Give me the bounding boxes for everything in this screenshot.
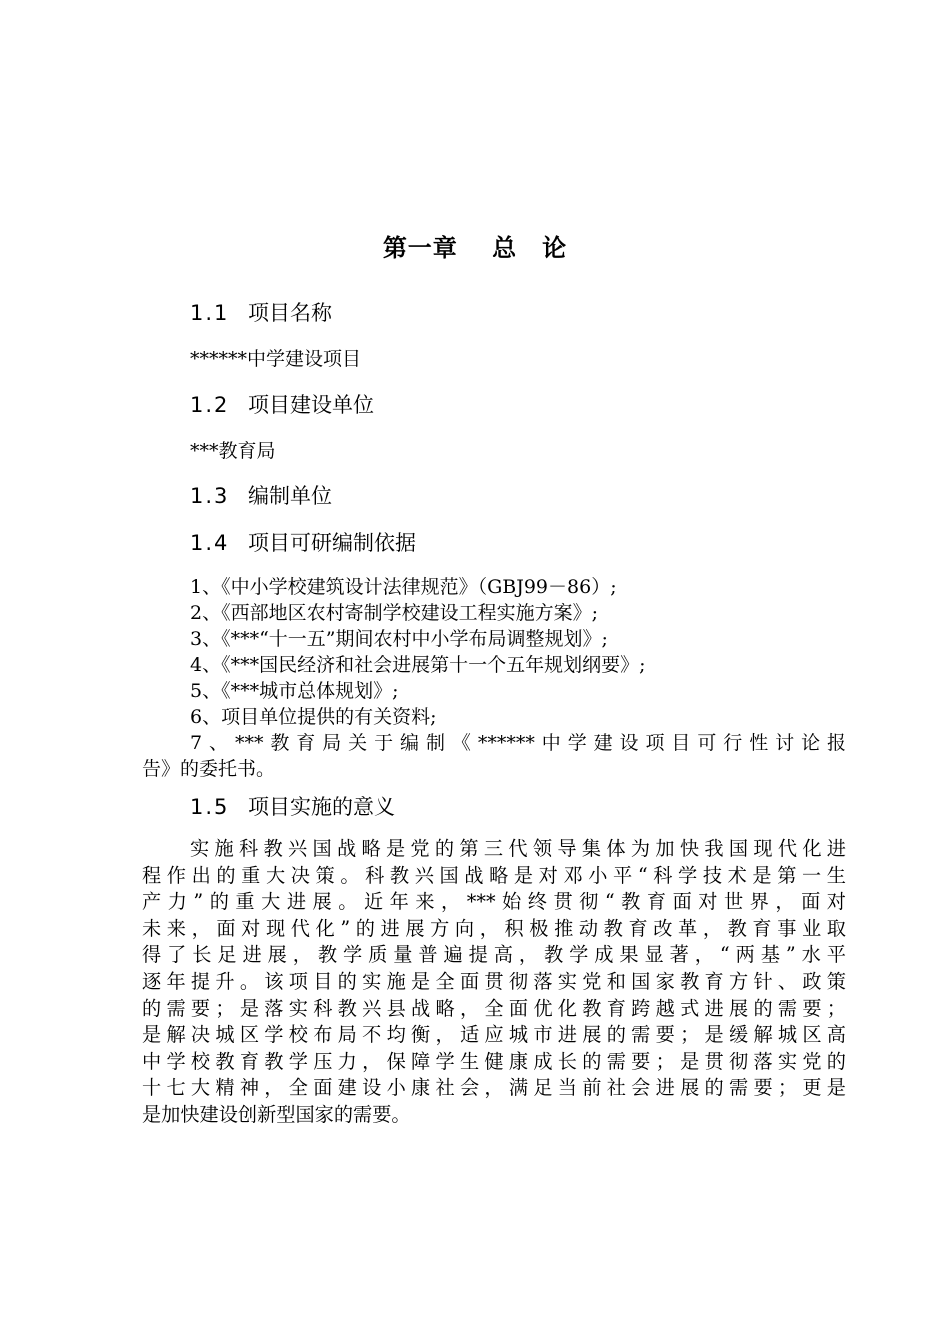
chapter-title: 第一章 总 论 xyxy=(382,234,568,262)
basis-item: 4、《***国民经济和社会进展第十一个五年规划纲要》; xyxy=(190,654,646,676)
section-number: 1.1 xyxy=(190,301,230,325)
section-number: 1.3 xyxy=(190,484,230,508)
basis-item: 2、《西部地区农村寄制学校建设工程实施方案》; xyxy=(190,602,598,624)
section-heading-1-1 xyxy=(190,298,332,328)
section-number: 1.2 xyxy=(190,393,230,417)
basis-item: 1、《中小学校建筑设计法律规范》（GBJ99－86）; xyxy=(190,576,617,598)
paragraph-line: 中学校教育教学压力，保障学生健康成长的需要；是贯彻落实党的 xyxy=(142,1049,846,1073)
section-heading-1-5 xyxy=(190,792,395,822)
section-heading-1-3 xyxy=(190,481,332,511)
basis-item: 7、***教育局关于编制《******中学建设项目可行性讨论报 xyxy=(190,732,846,754)
section-number: 1.4 xyxy=(190,531,230,555)
section-number: 1.5 xyxy=(190,795,230,819)
paragraph-line: 未来，面对现代化”的进展方向，积极推动教育改革，教育事业取 xyxy=(142,916,846,940)
paragraph-line: 程作出的重大决策。科教兴国战略是对邓小平“科学技术是第一生 xyxy=(142,863,846,887)
significance-paragraph xyxy=(142,836,846,1129)
section-heading-1-4 xyxy=(190,528,416,558)
basis-item: 5、《***城市总体规划》; xyxy=(190,680,399,702)
paragraph-line: 是解决城区学校布局不均衡，适应城市进展的需要；是缓解城区高 xyxy=(142,1023,846,1047)
section-title: 项目建设单位 xyxy=(248,393,374,417)
paragraph-line: 逐年提升。该项目的实施是全面贯彻落实党和国家教育方针、政策 xyxy=(142,969,846,993)
construction-unit-text: ***教育局 xyxy=(190,440,276,462)
section-title: 项目名称 xyxy=(248,301,332,325)
paragraph-line: 产力”的重大进展。近年来，***始终贯彻“教育面对世界，面对 xyxy=(142,890,846,914)
paragraph-line: 十七大精神，全面建设小康社会，满足当前社会进展的需要；更是 xyxy=(142,1076,846,1100)
paragraph-line: 的需要；是落实科教兴县战略，全面优化教育跨越式进展的需要； xyxy=(142,996,846,1020)
section-title: 项目可研编制依据 xyxy=(248,531,416,555)
section-title: 编制单位 xyxy=(248,484,332,508)
basis-item: 3、《***“十一五”期间农村中小学布局调整规划》; xyxy=(190,628,608,650)
section-title: 项目实施的意义 xyxy=(248,795,395,819)
paragraph-line: 得了长足进展，教学质量普遍提高，教学成果显著，“两基”水平 xyxy=(142,943,846,967)
basis-item: 6、项目单位提供的有关资料; xyxy=(190,706,437,728)
paragraph-line: 是加快建设创新型国家的需要。 xyxy=(142,1102,411,1126)
project-name-text: ******中学建设项目 xyxy=(190,348,362,370)
basis-item-continuation: 告》的委托书。 xyxy=(142,758,276,780)
paragraph-line: 实施科教兴国战略是党的第三代领导集体为加快我国现代化进 xyxy=(190,837,846,860)
section-heading-1-2 xyxy=(190,390,374,420)
